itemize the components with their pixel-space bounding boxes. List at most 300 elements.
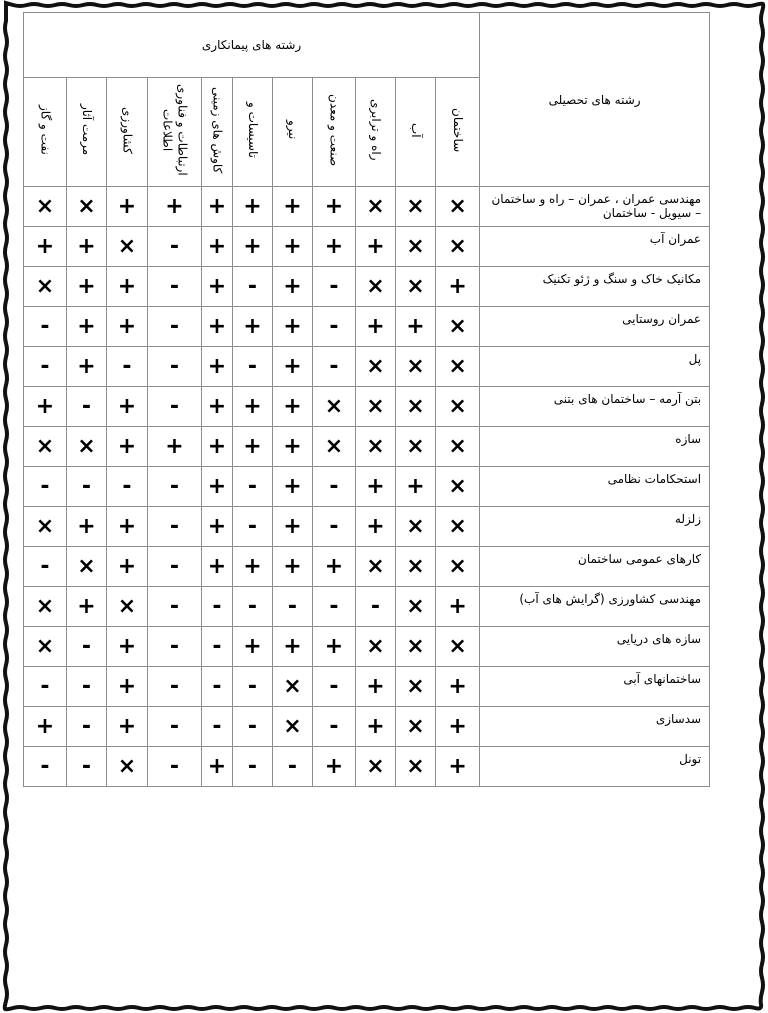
header-row-top [24,13,710,78]
cell-mark: - [169,273,180,299]
table-cell [24,667,67,707]
table-cell [67,587,107,627]
table-cell [67,507,107,547]
cell-mark: + [77,233,96,259]
column-header [396,78,436,187]
table-cell [313,267,356,307]
cell-mark: - [169,673,180,699]
cell-mark: × [406,553,425,579]
cell-mark: × [117,753,137,779]
table-cell [233,747,273,787]
table-cell [313,227,356,267]
table-cell [202,507,233,547]
table-cell [202,427,233,467]
column-header-label: نفت و گاز [38,105,53,155]
cell-mark: × [406,193,425,219]
row-label: ساختمانهای آبی [480,667,710,707]
row-label: سازه [480,427,710,467]
table-cell [356,387,396,427]
cell-mark: + [207,753,227,779]
table-cell [396,747,436,787]
cell-mark: + [165,433,184,459]
table-row [24,547,710,587]
table-cell [67,307,107,347]
table-cell [24,307,67,347]
table-cell [67,267,107,307]
table-cell [24,707,67,747]
table-cell [107,707,148,747]
cell-mark: + [283,193,302,219]
cell-mark: × [366,193,385,219]
table-cell [202,347,233,387]
table-row [24,307,710,347]
table-cell [396,667,436,707]
table-cell [313,627,356,667]
table-cell [24,427,67,467]
table-cell [273,547,313,587]
column-header [148,78,202,187]
cell-mark: + [207,353,227,379]
table-cell [233,307,273,347]
cell-mark: + [77,513,96,539]
cell-mark: × [77,433,96,459]
table-cell [233,227,273,267]
table-row [24,227,710,267]
cell-mark: + [117,713,137,739]
table-cell [356,747,396,787]
table-cell [233,187,273,227]
row-label: عمران روستایی [480,307,710,347]
column-header [273,78,313,187]
cell-mark: - [81,673,92,699]
table-cell [273,227,313,267]
column-header-label: صنعت و معدن [327,93,342,167]
table-cell [148,267,202,307]
cell-mark: × [448,393,467,419]
table-cell [233,427,273,467]
table-cell [396,307,436,347]
cell-mark: - [329,353,339,379]
table-cell [313,307,356,347]
table-cell [233,627,273,667]
cell-mark: + [77,273,96,299]
cell-mark: + [366,313,385,339]
cell-mark: × [77,553,96,579]
cell-mark: - [329,313,339,339]
education-fields-title: رشته های تحصیلی [480,13,710,187]
table-cell [436,267,480,307]
cell-mark: + [283,473,302,499]
cell-mark: × [448,633,467,659]
column-header-label: کاوش های زمینی [210,86,225,174]
cell-mark: - [169,513,180,539]
cell-mark: + [366,713,385,739]
cell-mark: + [77,313,96,339]
column-header [313,78,356,187]
table-cell [356,547,396,587]
cell-mark: + [283,553,302,579]
table-cell [148,627,202,667]
column-header-label: نیرو [286,120,300,140]
cell-mark: - [247,473,258,499]
table-cell [148,707,202,747]
table-cell [24,387,67,427]
table-cell [202,747,233,787]
cell-mark: × [324,433,344,459]
table-cell [436,387,480,427]
cell-mark: - [40,753,50,779]
cell-mark: - [40,353,50,379]
table-cell [67,627,107,667]
table-cell [273,267,313,307]
table-cell [356,707,396,747]
table-cell [107,227,148,267]
cell-mark: × [448,353,467,379]
cell-mark: + [324,633,344,659]
cell-mark: + [283,313,302,339]
cell-mark: - [212,713,222,739]
table-row [24,587,710,627]
cell-mark: + [35,713,55,739]
cell-mark: - [169,553,180,579]
cell-mark: - [40,673,50,699]
cell-mark: + [283,233,302,259]
table-cell [148,587,202,627]
cell-mark: + [117,313,137,339]
cell-mark: - [247,513,258,539]
table-cell [313,747,356,787]
column-header-label: راه و ترابری [369,99,383,161]
table-cell [67,467,107,507]
cell-mark: + [283,353,302,379]
cell-mark: - [212,673,222,699]
cell-mark: × [406,713,425,739]
cell-mark: × [366,553,385,579]
table-cell [356,187,396,227]
table-row [24,507,710,547]
cell-mark: + [35,233,55,259]
table-cell [436,627,480,667]
table-cell [233,347,273,387]
table-cell [356,667,396,707]
cell-mark: - [212,633,222,659]
cell-mark: - [81,393,92,419]
table-cell [436,587,480,627]
table-row [24,347,710,387]
table-cell [313,427,356,467]
cell-mark: - [169,233,180,259]
column-header-label: تاسیسات و [246,102,260,158]
table-cell [67,667,107,707]
table-cell [24,347,67,387]
cell-mark: - [169,393,180,419]
table-cell [436,467,480,507]
column-header [436,78,480,187]
table-cell [67,387,107,427]
table-cell [148,307,202,347]
cell-mark: × [406,593,425,619]
table-cell [107,347,148,387]
table-cell [107,307,148,347]
cell-mark: - [247,353,258,379]
cell-mark: × [35,593,55,619]
cell-mark: + [448,593,467,619]
cell-mark: - [247,273,258,299]
row-label: زلزله [480,507,710,547]
column-header [233,78,273,187]
table-cell [313,507,356,547]
cell-mark: × [448,473,467,499]
cell-mark: × [406,673,425,699]
table-cell [313,467,356,507]
cell-mark: × [406,753,425,779]
column-header-label: ارتباطات و فناوری اطلاعات [160,84,190,176]
table-cell [436,667,480,707]
contractor-fields-title: رشته های پیمانکاری [24,13,480,78]
cell-mark: × [406,433,425,459]
table-cell [202,387,233,427]
row-label: کارهای عمومی ساختمان [480,547,710,587]
cell-mark: + [324,753,344,779]
table-cell [107,427,148,467]
table-cell [313,547,356,587]
cell-mark: × [366,393,385,419]
table-row [24,707,710,747]
row-label: سدسازی [480,707,710,747]
cell-mark: - [122,353,132,379]
cell-mark: × [448,433,467,459]
table-cell [148,547,202,587]
table-cell [233,547,273,587]
column-header [24,78,67,187]
table-cell [148,427,202,467]
table-cell [24,227,67,267]
table-cell [233,707,273,747]
cell-mark: + [283,633,302,659]
table-cell [233,587,273,627]
cell-mark: × [366,353,385,379]
cell-mark: - [169,473,180,499]
table-cell [273,587,313,627]
table-cell [107,387,148,427]
cell-mark: + [117,673,137,699]
table-cell [273,187,313,227]
table-cell [24,187,67,227]
cell-mark: - [40,473,50,499]
cell-mark: × [406,273,425,299]
cell-mark: + [448,673,467,699]
table-cell [313,587,356,627]
cell-mark: + [448,753,467,779]
table-row [24,467,710,507]
table-cell [313,387,356,427]
cell-mark: - [81,633,92,659]
cell-mark: × [366,273,385,299]
cell-mark: - [81,753,92,779]
cell-mark: + [243,193,262,219]
cell-mark: × [283,713,302,739]
table-cell [67,347,107,387]
cell-mark: - [169,713,180,739]
cell-mark: + [117,433,137,459]
cell-mark: + [77,353,96,379]
table-cell [148,467,202,507]
cell-mark: - [329,513,339,539]
cell-mark: × [448,233,467,259]
table-cell [148,747,202,787]
row-label: پل [480,347,710,387]
table-cell [356,587,396,627]
table-cell [202,627,233,667]
table-row [24,267,710,307]
row-label: مهندسی کشاورزی (گرایش های آب) [480,587,710,627]
cell-mark: + [243,313,262,339]
cell-mark: + [406,313,425,339]
cell-mark: × [366,753,385,779]
table-cell [396,187,436,227]
cell-mark: × [35,193,55,219]
row-label: مکانیک خاک و سنگ و ژئو تکنیک [480,267,710,307]
cell-mark: × [283,673,302,699]
table-cell [107,547,148,587]
cell-mark: + [117,393,137,419]
table-cell [24,547,67,587]
table-cell [148,507,202,547]
row-label: استحکامات نظامی [480,467,710,507]
column-header-label: ساختمان [451,107,466,153]
cell-mark: - [247,673,258,699]
cell-mark: + [366,473,385,499]
table-cell [107,507,148,547]
cell-mark: - [169,313,180,339]
cell-mark: - [247,753,258,779]
table-cell [356,627,396,667]
column-header [107,78,148,187]
table-cell [396,267,436,307]
table-cell [24,467,67,507]
table-cell [202,307,233,347]
table-cell [356,267,396,307]
cell-mark: + [366,673,385,699]
cell-mark: × [448,193,467,219]
cell-mark: - [287,593,298,619]
table-cell [436,307,480,347]
table-cell [67,227,107,267]
table-cell [436,427,480,467]
cell-mark: + [324,553,344,579]
cell-mark: - [247,713,258,739]
table-row [24,627,710,667]
table-cell [107,587,148,627]
table-cell [396,707,436,747]
row-label: تونل [480,747,710,787]
table-row [24,747,710,787]
table-cell [273,467,313,507]
cell-mark: - [370,593,381,619]
cell-mark: + [117,633,137,659]
table-cell [313,347,356,387]
cell-mark: × [35,433,55,459]
column-header-label: مرمت آثار [80,104,94,156]
table-cell [436,707,480,747]
cell-mark: - [329,593,339,619]
table-cell [273,747,313,787]
table-cell [233,267,273,307]
cell-mark: + [366,233,385,259]
table-row [24,387,710,427]
cell-mark: × [406,513,425,539]
table-cell [67,547,107,587]
cell-mark: - [329,713,339,739]
cell-mark: × [406,633,425,659]
table-cell [107,187,148,227]
cell-mark: - [329,673,339,699]
cell-mark: - [40,313,50,339]
table-cell [396,587,436,627]
table-cell [436,507,480,547]
table-cell [273,507,313,547]
column-header [67,78,107,187]
cell-mark: + [243,433,262,459]
cell-mark: × [35,273,55,299]
table-cell [107,627,148,667]
cell-mark: - [169,753,180,779]
table-cell [202,667,233,707]
table-cell [107,747,148,787]
table-cell [202,227,233,267]
cell-mark: + [448,713,467,739]
table-cell [233,667,273,707]
table-cell [148,347,202,387]
table-cell [313,187,356,227]
table-cell [67,187,107,227]
cell-mark: + [77,593,96,619]
table-cell [396,347,436,387]
cell-mark: + [283,433,302,459]
table-cell [273,347,313,387]
cell-mark: - [169,633,180,659]
table-row [24,427,710,467]
cell-mark: + [207,553,227,579]
cell-mark: × [35,513,55,539]
table-cell [24,747,67,787]
cell-mark: + [117,553,137,579]
table-row [24,187,710,227]
cell-mark: - [122,473,132,499]
career-eligibility-table [23,12,710,787]
cell-mark: + [366,513,385,539]
table-cell [107,267,148,307]
table-cell [396,427,436,467]
table-cell [436,227,480,267]
table-cell [24,507,67,547]
cell-mark: + [207,433,227,459]
cell-mark: + [283,273,302,299]
cell-mark: + [207,473,227,499]
table-cell [148,227,202,267]
table-cell [273,387,313,427]
table-cell [67,707,107,747]
table-cell [356,227,396,267]
table-cell [67,427,107,467]
table-cell [396,507,436,547]
table-cell [356,307,396,347]
cell-mark: × [77,193,96,219]
cell-mark: × [366,433,385,459]
cell-mark: × [448,553,467,579]
table-cell [273,707,313,747]
cell-mark: + [165,193,184,219]
